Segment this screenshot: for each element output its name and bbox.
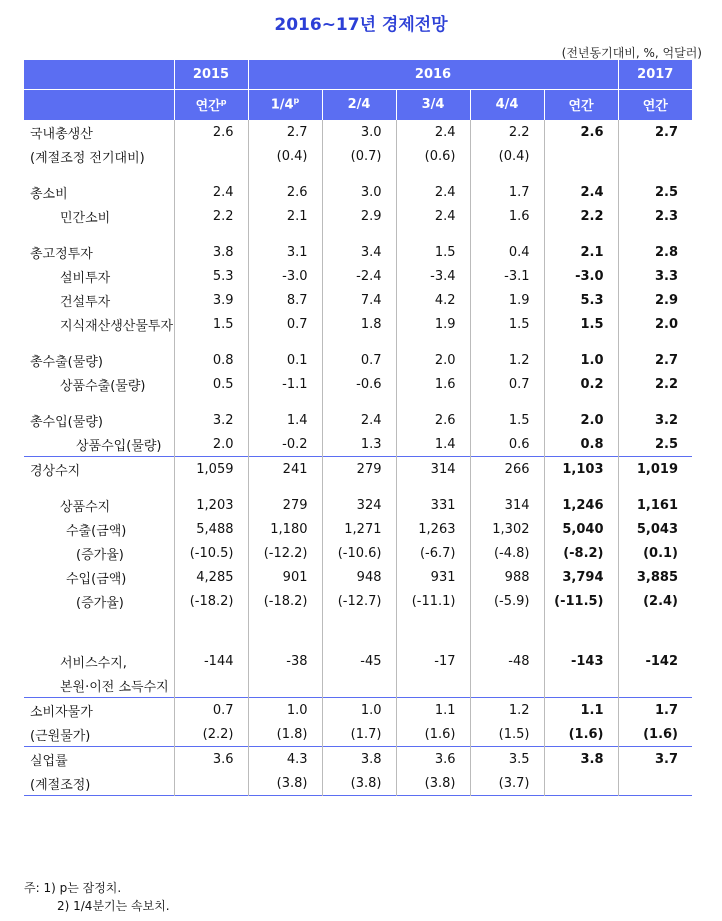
table-row [24, 288, 692, 312]
value-cell: 331 [396, 493, 470, 517]
spacer-cell [396, 625, 470, 637]
value-cell: 1,302 [470, 517, 544, 541]
value-cell: 3.0 [322, 180, 396, 204]
spacer-cell [618, 637, 692, 649]
row-label: 소비자물가 [24, 698, 174, 723]
table-row [24, 204, 692, 228]
value-cell: 2.6 [248, 180, 322, 204]
value-cell: 0.7 [248, 312, 322, 336]
header-sub-2: 2/4 [322, 90, 396, 120]
value-cell [618, 771, 692, 796]
value-cell: 3.4 [322, 240, 396, 264]
value-cell [544, 144, 618, 168]
value-cell: 1,059 [174, 457, 248, 482]
value-cell: (2.4) [618, 589, 692, 613]
value-cell: (0.4) [248, 144, 322, 168]
value-cell: 1.0 [248, 698, 322, 723]
value-cell: 2.5 [618, 432, 692, 457]
table-row [24, 312, 692, 336]
row-label: 상품수지 [60, 499, 111, 515]
row-label: 실업률 [24, 747, 174, 772]
row-label: 총수입(물량) [30, 414, 103, 430]
value-cell: 0.1 [248, 348, 322, 372]
value-cell: (1.6) [544, 722, 618, 747]
value-cell: (-10.5) [174, 541, 248, 565]
spacer-cell [544, 481, 618, 493]
row-label: 설비투자 [60, 270, 111, 286]
value-cell: (0.4) [470, 144, 544, 168]
spacer-cell [470, 637, 544, 649]
row-label: 수입(금액) [66, 571, 127, 587]
spacer-cell [248, 336, 322, 348]
spacer-cell [322, 168, 396, 180]
value-cell: (-4.8) [470, 541, 544, 565]
value-cell: 1,271 [322, 517, 396, 541]
value-cell: 0.6 [470, 432, 544, 457]
value-cell: 0.5 [174, 372, 248, 396]
value-cell: 2.2 [618, 372, 692, 396]
value-cell: 1.4 [248, 408, 322, 432]
table-row [24, 565, 692, 589]
value-cell: (1.6) [618, 722, 692, 747]
value-cell: (3.8) [248, 771, 322, 796]
spacer-cell [248, 228, 322, 240]
value-cell: 1.5 [544, 312, 618, 336]
value-cell: 2.1 [544, 240, 618, 264]
spacer-cell [470, 613, 544, 625]
value-cell: 1.7 [618, 698, 692, 723]
value-cell [618, 673, 692, 698]
spacer-cell [174, 168, 248, 180]
table-row [24, 144, 692, 168]
value-cell: 2.0 [618, 312, 692, 336]
value-cell: (0.6) [396, 144, 470, 168]
value-cell [396, 673, 470, 698]
row-label: 총수출(물량) [30, 354, 103, 370]
table-body [24, 120, 692, 796]
spacer-cell [544, 228, 618, 240]
header-year-2017: 2017 [618, 60, 692, 90]
row-label: 지식재산생산물투자 [60, 318, 174, 334]
value-cell: (-12.2) [248, 541, 322, 565]
value-cell: -0.2 [248, 432, 322, 457]
value-cell: 1.5 [396, 240, 470, 264]
value-cell: 2.1 [248, 204, 322, 228]
header-sub-0: 연간$^p$ [174, 90, 248, 120]
value-cell: 1.1 [544, 698, 618, 723]
spacer-cell [174, 228, 248, 240]
header-year-2015: 2015 [174, 60, 248, 90]
spacer-cell [174, 613, 248, 625]
value-cell: 5.3 [174, 264, 248, 288]
row-label: 총소비 [30, 186, 68, 202]
value-cell: 2.4 [396, 180, 470, 204]
value-cell: 2.3 [618, 204, 692, 228]
value-cell [544, 673, 618, 698]
table-row [24, 589, 692, 613]
value-cell: 3.1 [248, 240, 322, 264]
spacer-cell [470, 228, 544, 240]
spacer-cell [544, 613, 618, 625]
value-cell: 1.8 [322, 312, 396, 336]
spacer-cell [248, 637, 322, 649]
spacer-cell [618, 168, 692, 180]
value-cell: 3.3 [618, 264, 692, 288]
value-cell: 3.2 [618, 408, 692, 432]
table-row [24, 240, 692, 264]
table-row [24, 120, 692, 145]
value-cell: -0.6 [322, 372, 396, 396]
value-cell: 2.4 [322, 408, 396, 432]
row-label: (계절조정 전기대비) [30, 150, 145, 166]
row-label: 총고정투자 [30, 246, 93, 262]
header-sub-6: 연간 [618, 90, 692, 120]
spacer-cell [24, 396, 174, 408]
value-cell: 1,246 [544, 493, 618, 517]
value-cell: 1.3 [322, 432, 396, 457]
spacer-cell [322, 396, 396, 408]
spacer-cell [618, 396, 692, 408]
value-cell: 1.0 [544, 348, 618, 372]
value-cell: 5,488 [174, 517, 248, 541]
row-label: 국내총생산 [24, 120, 174, 145]
value-cell: 324 [322, 493, 396, 517]
value-cell [544, 771, 618, 796]
spacer-cell [618, 481, 692, 493]
value-cell: 1,161 [618, 493, 692, 517]
header-sub-1: 1/4$^p$ [248, 90, 322, 120]
spacer-cell [396, 228, 470, 240]
row-label: (계절조정) [30, 777, 91, 793]
value-cell: 1.2 [470, 698, 544, 723]
spacer-cell [618, 613, 692, 625]
value-cell: -142 [618, 649, 692, 673]
spacer-cell [24, 168, 174, 180]
value-cell: 3.8 [174, 240, 248, 264]
row-label: 민간소비 [60, 210, 111, 226]
spacer-cell [396, 613, 470, 625]
value-cell: -3.0 [248, 264, 322, 288]
value-cell [248, 673, 322, 698]
spacer-cell [618, 336, 692, 348]
value-cell: (-11.5) [544, 589, 618, 613]
value-cell [174, 144, 248, 168]
table-row [24, 457, 692, 482]
value-cell: 2.9 [618, 288, 692, 312]
value-cell: 2.7 [248, 120, 322, 145]
value-cell: -2.4 [322, 264, 396, 288]
value-cell: 1.5 [174, 312, 248, 336]
value-cell: (1.8) [248, 722, 322, 747]
value-cell: 0.8 [174, 348, 248, 372]
value-cell: 1,180 [248, 517, 322, 541]
footnote-2: 2) 1/4분기는 속보치. [57, 899, 170, 913]
value-cell: 266 [470, 457, 544, 482]
header-sub-3: 3/4 [396, 90, 470, 120]
value-cell: 279 [322, 457, 396, 482]
unit-note: (전년동기대비, %, 억달러) [561, 46, 702, 60]
table-row [24, 372, 692, 396]
spacer-cell [544, 168, 618, 180]
value-cell: -144 [174, 649, 248, 673]
value-cell: 2.4 [396, 204, 470, 228]
value-cell: 1.9 [396, 312, 470, 336]
spacer-cell [470, 396, 544, 408]
table-row [24, 771, 692, 796]
value-cell: 279 [248, 493, 322, 517]
spacer-cell [396, 637, 470, 649]
value-cell: 2.8 [618, 240, 692, 264]
value-cell: (0.7) [322, 144, 396, 168]
value-cell: 5,043 [618, 517, 692, 541]
value-cell: 3,885 [618, 565, 692, 589]
table-row [24, 348, 692, 372]
value-cell: 4.3 [248, 747, 322, 772]
value-cell: (3.8) [322, 771, 396, 796]
value-cell: -38 [248, 649, 322, 673]
value-cell: 8.7 [248, 288, 322, 312]
table-row [24, 722, 692, 747]
value-cell: 2.6 [544, 120, 618, 145]
value-cell: -45 [322, 649, 396, 673]
spacer-cell [618, 228, 692, 240]
row-label: 건설투자 [60, 294, 111, 310]
value-cell: 2.2 [174, 204, 248, 228]
spacer-cell [248, 613, 322, 625]
value-cell: (2.2) [174, 722, 248, 747]
value-cell: 2.9 [322, 204, 396, 228]
value-cell: 2.4 [396, 120, 470, 145]
value-cell: 3.6 [396, 747, 470, 772]
header-sub-5: 연간 [544, 90, 618, 120]
value-cell: 2.2 [470, 120, 544, 145]
footnotes [24, 879, 170, 915]
value-cell: 1.5 [470, 312, 544, 336]
value-cell: 5,040 [544, 517, 618, 541]
value-cell: (-18.2) [248, 589, 322, 613]
table-row [24, 517, 692, 541]
spacer-cell [322, 228, 396, 240]
value-cell: (3.8) [396, 771, 470, 796]
value-cell: 0.7 [322, 348, 396, 372]
spacer-cell [24, 613, 174, 625]
value-cell: (-5.9) [470, 589, 544, 613]
value-cell: -3.1 [470, 264, 544, 288]
spacer-cell [396, 396, 470, 408]
value-cell: (-12.7) [322, 589, 396, 613]
value-cell: 3.9 [174, 288, 248, 312]
spacer-cell [248, 168, 322, 180]
table-row [24, 264, 692, 288]
spacer-cell [322, 481, 396, 493]
row-label: 경상수지 [24, 457, 174, 482]
spacer-cell [248, 396, 322, 408]
spacer-cell [24, 637, 174, 649]
value-cell: 1.6 [396, 372, 470, 396]
value-cell: 7.4 [322, 288, 396, 312]
value-cell: 931 [396, 565, 470, 589]
value-cell: 948 [322, 565, 396, 589]
value-cell: 2.6 [174, 120, 248, 145]
value-cell: 3.8 [322, 747, 396, 772]
value-cell: -17 [396, 649, 470, 673]
spacer-cell [24, 481, 174, 493]
value-cell: 1.9 [470, 288, 544, 312]
spacer-cell [322, 336, 396, 348]
value-cell: 2.2 [544, 204, 618, 228]
value-cell: -3.4 [396, 264, 470, 288]
spacer-cell [396, 168, 470, 180]
value-cell: 4,285 [174, 565, 248, 589]
spacer-cell [174, 396, 248, 408]
spacer-cell [544, 396, 618, 408]
value-cell: 1.5 [470, 408, 544, 432]
value-cell: 0.8 [544, 432, 618, 457]
value-cell: 1.2 [470, 348, 544, 372]
spacer-cell [396, 336, 470, 348]
value-cell: -48 [470, 649, 544, 673]
value-cell: 3.7 [618, 747, 692, 772]
spacer-cell [544, 336, 618, 348]
value-cell: (-18.2) [174, 589, 248, 613]
value-cell: 0.7 [174, 698, 248, 723]
value-cell: 314 [470, 493, 544, 517]
value-cell: 5.3 [544, 288, 618, 312]
table-row [24, 493, 692, 517]
value-cell: 2.6 [396, 408, 470, 432]
value-cell: 2.7 [618, 120, 692, 145]
value-cell: 1.1 [396, 698, 470, 723]
value-cell: 3.6 [174, 747, 248, 772]
value-cell: 1.0 [322, 698, 396, 723]
value-cell: (-10.6) [322, 541, 396, 565]
value-cell: 2.5 [618, 180, 692, 204]
spacer-cell [248, 625, 322, 637]
table-row [24, 698, 692, 723]
value-cell: -1.1 [248, 372, 322, 396]
value-cell: 314 [396, 457, 470, 482]
row-label: 상품수출(물량) [60, 378, 146, 394]
value-cell: 3.8 [544, 747, 618, 772]
value-cell [470, 673, 544, 698]
spacer-cell [322, 637, 396, 649]
spacer-cell [470, 625, 544, 637]
economic-forecast-table [24, 60, 692, 796]
row-label: 상품수입(물량) [76, 438, 162, 454]
value-cell: 0.7 [470, 372, 544, 396]
value-cell [174, 771, 248, 796]
value-cell: 0.4 [470, 240, 544, 264]
row-label: 서비스수지, [60, 655, 127, 671]
value-cell: -3.0 [544, 264, 618, 288]
value-cell: -143 [544, 649, 618, 673]
value-cell: (1.6) [396, 722, 470, 747]
row-label: 본원·이전 소득수지 [60, 679, 169, 695]
value-cell [618, 144, 692, 168]
value-cell: (1.5) [470, 722, 544, 747]
spacer-cell [24, 336, 174, 348]
table-row [24, 541, 692, 565]
spacer-cell [24, 625, 174, 637]
spacer-cell [322, 625, 396, 637]
header-blank-2 [24, 90, 174, 120]
value-cell: 1,203 [174, 493, 248, 517]
value-cell: 2.4 [544, 180, 618, 204]
spacer-cell [618, 625, 692, 637]
value-cell: 1,103 [544, 457, 618, 482]
value-cell: 1,019 [618, 457, 692, 482]
value-cell: 1.4 [396, 432, 470, 457]
spacer-cell [248, 481, 322, 493]
value-cell: 3.2 [174, 408, 248, 432]
value-cell: 0.2 [544, 372, 618, 396]
table-row [24, 747, 692, 772]
value-cell: 2.0 [544, 408, 618, 432]
spacer-cell [470, 168, 544, 180]
header-sub-4: 4/4 [470, 90, 544, 120]
table-row [24, 649, 692, 673]
value-cell: (1.7) [322, 722, 396, 747]
table-row [24, 432, 692, 457]
value-cell: (-11.1) [396, 589, 470, 613]
value-cell: 241 [248, 457, 322, 482]
value-cell: 4.2 [396, 288, 470, 312]
spacer-cell [174, 481, 248, 493]
spacer-cell [174, 637, 248, 649]
spacer-cell [174, 336, 248, 348]
value-cell: 3,794 [544, 565, 618, 589]
value-cell: 2.0 [174, 432, 248, 457]
row-label: (증가율) [76, 547, 124, 563]
value-cell: (-8.2) [544, 541, 618, 565]
table-row [24, 408, 692, 432]
spacer-cell [470, 336, 544, 348]
spacer-cell [544, 637, 618, 649]
value-cell: 2.7 [618, 348, 692, 372]
spacer-cell [322, 613, 396, 625]
spacer-cell [470, 481, 544, 493]
header-blank [24, 60, 174, 90]
value-cell: 1.7 [470, 180, 544, 204]
value-cell: 988 [470, 565, 544, 589]
footnote-1: 주: 1) p는 잠정치. [24, 881, 122, 895]
table-row [24, 673, 692, 698]
value-cell: 901 [248, 565, 322, 589]
table-row [24, 180, 692, 204]
value-cell: (0.1) [618, 541, 692, 565]
value-cell: (3.7) [470, 771, 544, 796]
value-cell [322, 673, 396, 698]
spacer-cell [174, 625, 248, 637]
row-label: 수출(금액) [66, 523, 127, 539]
report-title: 2016~17년 경제전망 [274, 15, 448, 35]
value-cell: 2.4 [174, 180, 248, 204]
value-cell: 1.6 [470, 204, 544, 228]
spacer-cell [396, 481, 470, 493]
row-label: (근원물가) [30, 728, 91, 744]
header-year-2016: 2016 [248, 60, 618, 90]
value-cell: (-6.7) [396, 541, 470, 565]
spacer-cell [544, 625, 618, 637]
value-cell: 1,263 [396, 517, 470, 541]
row-label: (증가율) [76, 595, 124, 611]
value-cell: 2.0 [396, 348, 470, 372]
value-cell: 3.0 [322, 120, 396, 145]
spacer-cell [24, 228, 174, 240]
value-cell [174, 673, 248, 698]
value-cell: 3.5 [470, 747, 544, 772]
